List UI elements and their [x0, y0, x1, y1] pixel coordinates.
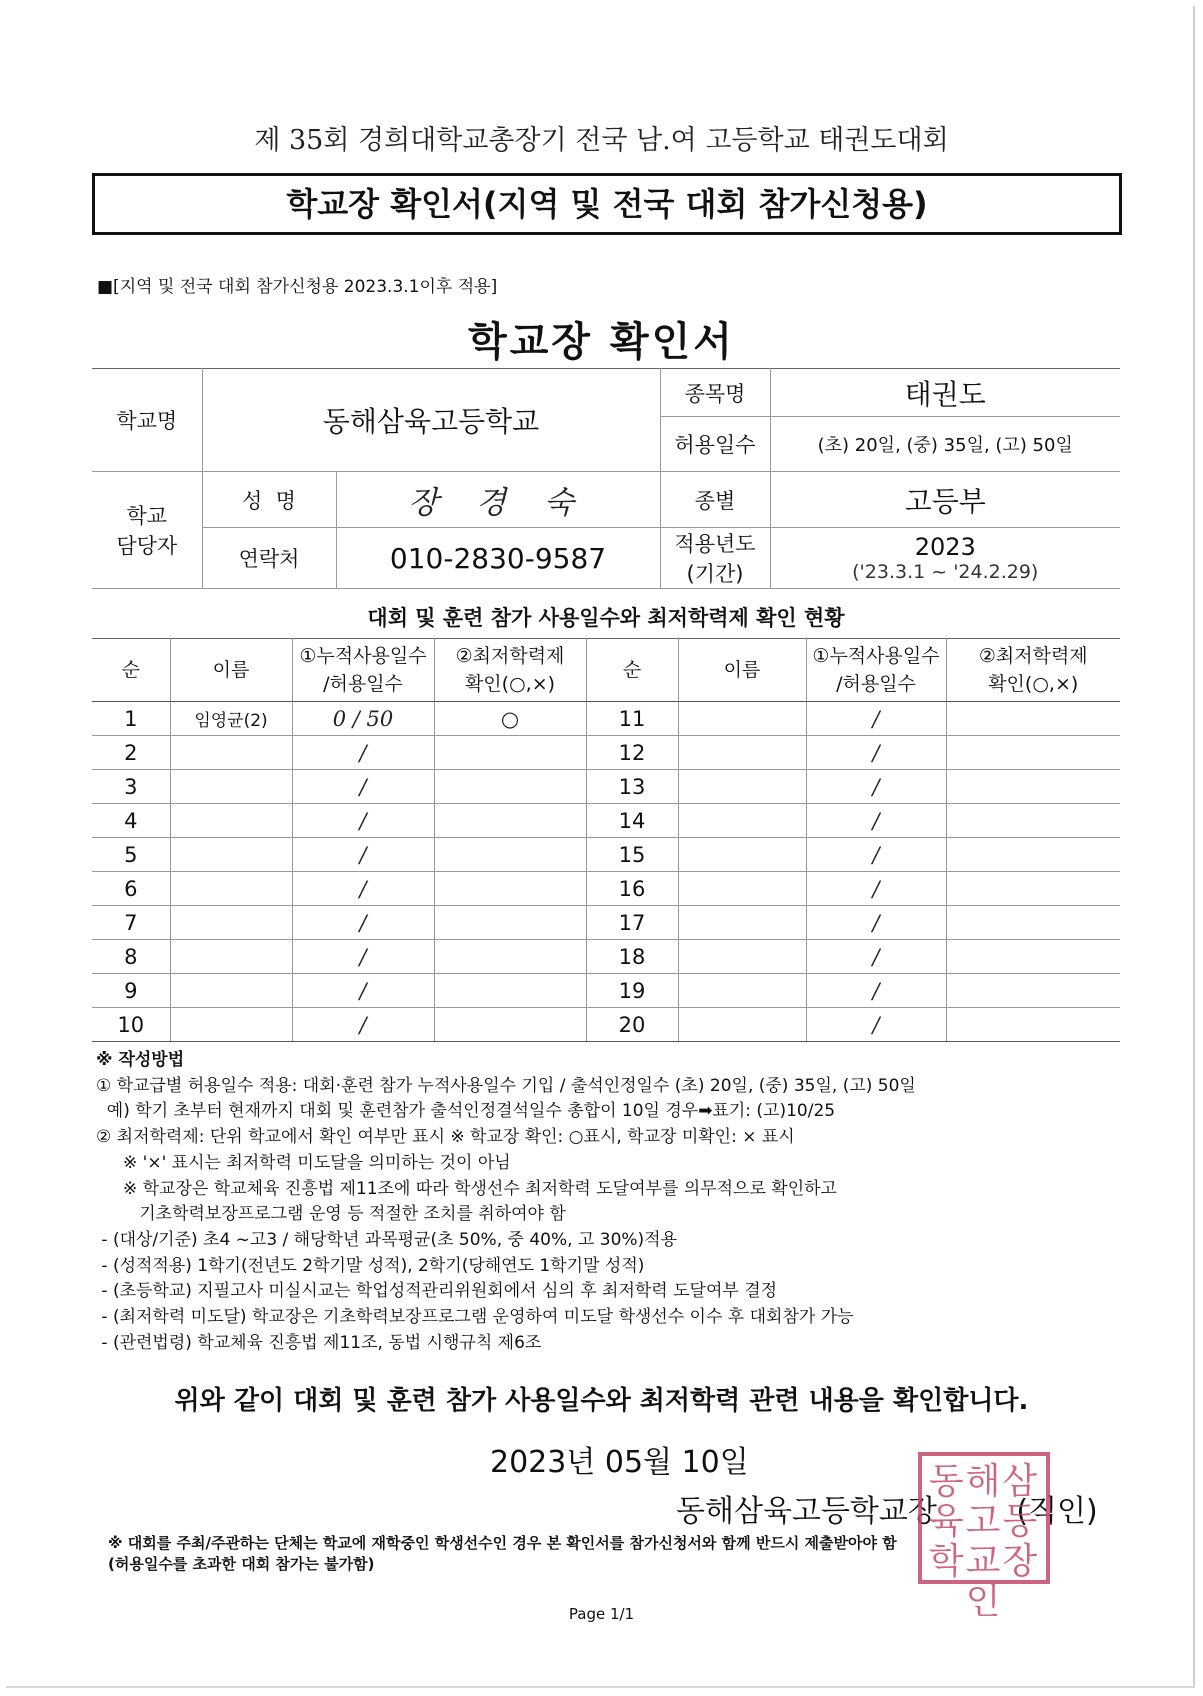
header-days-right — [806, 639, 946, 702]
info-table — [92, 368, 1120, 589]
cell-name — [170, 974, 292, 1008]
table-row — [92, 940, 1120, 974]
table-row — [92, 838, 1120, 872]
cell-name — [170, 804, 292, 838]
header-days-line2-right: /허용일수 — [836, 673, 916, 695]
header-no: 순 — [92, 639, 170, 702]
header-acad-line2-right: 확인(○,×) — [988, 673, 1079, 695]
cell-acad — [434, 940, 586, 974]
manager-label-2: 담당자 — [116, 534, 178, 558]
cell-acad — [946, 974, 1120, 1008]
cell-name — [678, 838, 806, 872]
cell-no: 9 — [92, 974, 170, 1008]
allowed-value: (초) 20일, (중) 35일, (고) 50일 — [770, 417, 1120, 472]
cell-days: / — [806, 906, 946, 940]
table-row — [92, 736, 1120, 770]
cell-name: 임영균(2) — [170, 702, 292, 736]
cell-acad — [946, 940, 1120, 974]
year-value: 2023 — [914, 533, 976, 561]
cell-acad — [946, 906, 1120, 940]
cell-no: 19 — [586, 974, 678, 1008]
top-note: ■[지역 및 전국 대회 참가신청용 2023.3.1이후 적용] — [97, 277, 498, 297]
event-label: 종목명 — [660, 369, 770, 417]
contact-label: 연락처 — [202, 528, 336, 589]
cell-acad — [434, 1008, 586, 1042]
cell-no: 4 — [92, 804, 170, 838]
roster-title: 대회 및 훈련 참가 사용일수와 최저학력제 확인 현황 — [367, 606, 845, 630]
footnote — [108, 1533, 897, 1575]
header-days-line1-right: ①누적사용일수 — [812, 645, 940, 667]
period-value: ('23.3.1 ~ '24.2.29) — [852, 561, 1039, 583]
cell-acad — [946, 838, 1120, 872]
cell-no: 14 — [586, 804, 678, 838]
manager-label-1: 학교 — [126, 504, 168, 528]
cell-name — [678, 736, 806, 770]
method-line: ② 최저학력제: 단위 학교에서 확인 여부만 표시 ※ 학교장 확인: ○표시, 학교장 미확인: × 표시 — [96, 1127, 795, 1148]
cell-days: / — [806, 974, 946, 1008]
cell-name — [170, 906, 292, 940]
cell-no: 16 — [586, 872, 678, 906]
header-acad — [434, 639, 586, 702]
header-name: 이름 — [170, 639, 292, 702]
cell-name — [170, 736, 292, 770]
event-value: 태권도 — [770, 369, 1120, 417]
cell-name — [678, 770, 806, 804]
method-line: - (최저학력 미도달) 학교장은 기초학력보장프로그램 운영하여 미도달 학생선수 이수 후 대회참가 가능 — [96, 1307, 854, 1328]
method-line: ※ 학교장은 학교체육 진흥법 제11조에 따라 학생선수 최저학력 도달여부를 의무적으로 확인하고 — [96, 1178, 837, 1199]
cell-days: / — [806, 940, 946, 974]
header-acad-right — [946, 639, 1120, 702]
cell-no: 20 — [586, 1008, 678, 1042]
cell-days: / — [292, 940, 434, 974]
cell-acad — [946, 702, 1120, 736]
header-days-line1: ①누적사용일수 — [299, 645, 427, 667]
cell-days: / — [806, 736, 946, 770]
allowed-label: 허용일수 — [660, 417, 770, 472]
official-seal: 동해삼육고등학교장인 — [918, 1452, 1050, 1584]
cell-name — [170, 940, 292, 974]
seal-note: (직인) — [1016, 1494, 1098, 1529]
cell-no: 17 — [586, 906, 678, 940]
header-days-line2: /허용일수 — [323, 673, 403, 695]
header-acad-line1: ②최저학력제 — [455, 645, 565, 667]
header-days — [292, 639, 434, 702]
cell-days: / — [806, 838, 946, 872]
cell-no: 1 — [92, 702, 170, 736]
table-row — [92, 770, 1120, 804]
cell-no: 2 — [92, 736, 170, 770]
form-header: 학교장 확인서(지역 및 전국 대회 참가신청용) — [92, 173, 1122, 235]
principal-title: 동해삼육고등학교장 — [676, 1494, 937, 1529]
cell-days: / — [292, 906, 434, 940]
method-line: 예) 학기 초부터 현재까지 대회 및 훈련참가 출석인정결석일수 총합이 10일 경우➡표기: (고)10/25 — [96, 1101, 836, 1122]
confirm-statement: 위와 같이 대회 및 훈련 참가 사용일수와 최저학력 관련 내용을 확인합니다. — [174, 1386, 1029, 1416]
roster-body — [92, 702, 1120, 1042]
cell-acad — [946, 804, 1120, 838]
roster-table — [92, 638, 1120, 1042]
cell-name — [170, 1008, 292, 1042]
method-line: - (초등학교) 지필고사 미실시교는 학업성적관리위원회에서 심의 후 최저학력 도달여부 결정 — [96, 1281, 778, 1302]
method-line: ※ '×' 표시는 최저학력 미도달을 의미하는 것이 아님 — [96, 1152, 511, 1173]
table-row — [92, 702, 1120, 736]
page-number: Page 1/1 — [568, 1605, 635, 1623]
method-line: - (대상/기준) 초4 ~고3 / 해당학년 과목평균(초 50%, 중 40%, 고 30%)적용 — [96, 1229, 678, 1250]
cell-acad — [946, 770, 1120, 804]
table-row — [92, 974, 1120, 1008]
cell-no: 18 — [586, 940, 678, 974]
cell-acad — [946, 1008, 1120, 1042]
cell-days: / — [292, 736, 434, 770]
cell-days: / — [292, 804, 434, 838]
method-lines — [96, 1074, 916, 1357]
cell-days: / — [806, 804, 946, 838]
cell-days: 0 / 50 — [292, 702, 434, 736]
cell-acad — [434, 974, 586, 1008]
cell-name — [678, 940, 806, 974]
cell-days: / — [292, 838, 434, 872]
cell-name — [678, 906, 806, 940]
cell-name — [678, 974, 806, 1008]
year-label-1: 적용년도 — [674, 532, 756, 556]
method-line: - (관련법령) 학교체육 진흥법 제11조, 동법 시행규칙 제6조 — [96, 1332, 542, 1353]
cell-acad — [946, 872, 1120, 906]
cell-acad — [434, 770, 586, 804]
table-row — [92, 906, 1120, 940]
doc-title: 학교장 확인서 — [468, 319, 735, 365]
cell-name — [678, 804, 806, 838]
year-cell — [770, 528, 1120, 589]
cell-acad — [434, 838, 586, 872]
cell-no: 13 — [586, 770, 678, 804]
division-label: 종별 — [660, 472, 770, 528]
cell-no: 12 — [586, 736, 678, 770]
cell-no: 5 — [92, 838, 170, 872]
cell-acad — [434, 804, 586, 838]
method-line: ① 학교급별 허용일수 적용: 대회·훈련 참가 누적사용일수 기입 / 출석인정일수 (초) 20일, (중) 35일, (고) 50일 — [96, 1075, 916, 1096]
cell-acad — [434, 906, 586, 940]
header-no-right: 순 — [586, 639, 678, 702]
roster-header-row — [92, 639, 1120, 702]
cell-name — [678, 872, 806, 906]
cell-name — [678, 1008, 806, 1042]
cell-no: 11 — [586, 702, 678, 736]
header-acad-line1-right: ②최저학력제 — [978, 645, 1088, 667]
cell-no: 15 — [586, 838, 678, 872]
cell-acad — [946, 736, 1120, 770]
cell-days: / — [806, 702, 946, 736]
year-label — [660, 528, 770, 589]
year-label-2: (기간) — [686, 562, 744, 586]
manager-label — [92, 472, 202, 589]
method-line: 기초학력보장프로그램 운영 등 적절한 조치를 취하여야 함 — [96, 1204, 566, 1225]
cell-days: / — [292, 770, 434, 804]
manager-name: 장 경 숙 — [336, 472, 660, 528]
cell-days: / — [806, 872, 946, 906]
cell-no: 10 — [92, 1008, 170, 1042]
writing-method — [96, 1048, 916, 1356]
method-heading: ※ 작성방법 — [96, 1050, 185, 1070]
issue-date: 2023년 05월 10일 — [490, 1445, 749, 1480]
cell-acad — [434, 736, 586, 770]
cell-name — [170, 872, 292, 906]
name-label: 성 명 — [202, 472, 336, 528]
footnote-line-1: ※ 대회를 주최/주관하는 단체는 학교에 재학중인 학생선수인 경우 본 확인서를 참가신청서와 함께 반드시 제출받아야 함 — [108, 1534, 897, 1552]
cell-no: 8 — [92, 940, 170, 974]
table-row — [92, 1008, 1120, 1042]
cell-name — [678, 702, 806, 736]
footnote-line-2: (허용일수를 초과한 대회 참가는 불가함) — [108, 1555, 375, 1573]
cell-no: 3 — [92, 770, 170, 804]
event-title: 제 35회 경희대학교총장기 전국 남.여 고등학교 태권도대회 — [254, 125, 949, 156]
contact-value: 010-2830-9587 — [336, 528, 660, 589]
cell-days: / — [806, 770, 946, 804]
cell-name — [170, 770, 292, 804]
school-name: 동해삼육고등학교 — [202, 369, 660, 472]
header-name-right: 이름 — [678, 639, 806, 702]
cell-no: 7 — [92, 906, 170, 940]
method-line: - (성적적용) 1학기(전년도 2학기말 성적), 2학기(당해연도 1학기말 성적) — [96, 1255, 645, 1276]
header-acad-line2: 확인(○,×) — [464, 673, 556, 695]
cell-acad: ○ — [434, 702, 586, 736]
cell-acad — [434, 872, 586, 906]
cell-days: / — [292, 974, 434, 1008]
cell-days: / — [292, 1008, 434, 1042]
table-row — [92, 872, 1120, 906]
cell-days: / — [292, 872, 434, 906]
school-label: 학교명 — [92, 369, 202, 472]
cell-days: / — [806, 1008, 946, 1042]
division-value: 고등부 — [770, 472, 1120, 528]
cell-name — [170, 838, 292, 872]
cell-no: 6 — [92, 872, 170, 906]
table-row — [92, 804, 1120, 838]
